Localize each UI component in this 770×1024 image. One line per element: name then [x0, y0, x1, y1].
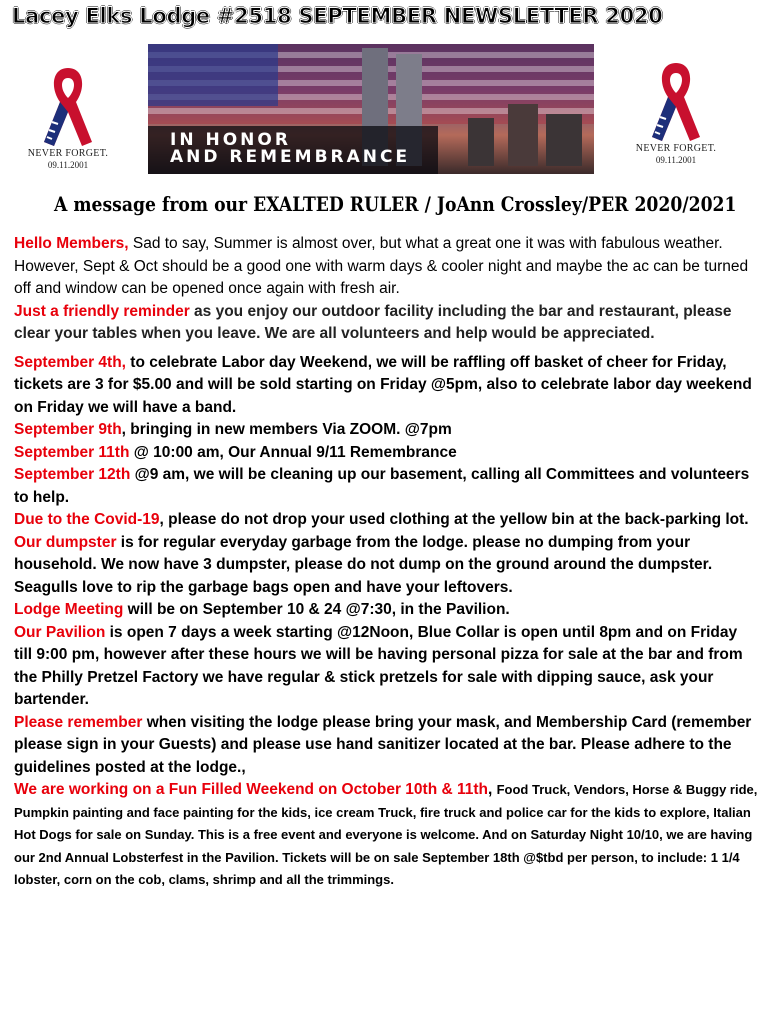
item-paragraph	[14, 532, 758, 600]
item-paragraph	[14, 509, 758, 532]
item-lead: Our dumpster	[14, 533, 117, 551]
item-paragraph	[14, 464, 758, 509]
reminder-text: as you enjoy our outdoor facility including the bar and restaurant, please clear your tables when you leave. We are all volunteers and help would be appreciated.	[14, 302, 732, 342]
newsletter-title: Lacey Elks Lodge #2518 SEPTEMBER NEWSLETTER 2020	[12, 4, 663, 28]
item-paragraph	[14, 622, 758, 712]
october-event-lead: We are working on a Fun Filled Weekend on October 10th & 11th	[14, 781, 488, 798]
banner-caption: IN HONOR AND REMEMBRANCE	[170, 130, 411, 167]
item-paragraph	[14, 712, 758, 780]
item-lead: Please remember	[14, 713, 143, 731]
item-lead: September 12th	[14, 466, 131, 483]
never-forget-caption: NEVER FORGET.	[635, 143, 717, 154]
item-text: will be on September 10 & 24 @7:30, in the Pavilion.	[123, 601, 510, 618]
item-text: is for regular everyday garbage from the lodge. please no dumping from your household. We now have 3 dumpster, please do not dump on the ground around the dumpster. Seagulls love to rip the garbage bags open and have your leftovers.	[14, 533, 713, 596]
awareness-ribbon-icon	[646, 57, 706, 143]
remembrance-banner	[148, 44, 594, 174]
item-lead: September 11th	[14, 443, 130, 461]
ribbon-emblem-left	[12, 62, 124, 180]
item-paragraph	[14, 442, 758, 465]
october-event-text: Food Truck, Vendors, Horse & Buggy ride, Pumpkin painting and face painting for the kids, ice cream Truck, fire truck and police car for the kids to explore, Italian Hot Dogs for sale on Sunday. This is a free event and everyone is welcome. And on Saturday Night 10/10, we are having our 2nd Annual Lobsterfest in the Pavilion. Tickets will be on sale September 18th @$tbd per person, to include: 1 1/4 lobster, corn on the cob, clams, shrimp and all the trimmings.	[14, 782, 758, 887]
item-paragraph	[14, 352, 758, 420]
item-lead: Our Pavilion	[14, 623, 106, 641]
item-text: , bringing in new members Via ZOOM. @7pm	[121, 421, 452, 438]
intro-text: Sad to say, Summer is almost over, but what a great one it was with fabulous weather. However, Sept & Oct should be a good one with warm days & cooler night and maybe the ac can be turned off and window can be opened once again with fresh air.	[14, 235, 749, 297]
awareness-ribbon-icon	[38, 62, 98, 148]
ribbon-date: 09.11.2001	[655, 155, 697, 165]
item-lead: September 4th,	[14, 353, 126, 371]
item-lead: Lodge Meeting	[14, 601, 124, 618]
intro-paragraph	[14, 233, 758, 301]
never-forget-caption: NEVER FORGET.	[27, 148, 109, 159]
intro-lead: Hello Members,	[14, 235, 129, 252]
reminder-paragraph	[14, 301, 758, 346]
item-text: @ 10:00 am, Our Annual 9/11 Remembrance	[129, 443, 457, 461]
item-lead: September 9th	[14, 421, 122, 438]
newsletter-body	[14, 233, 758, 892]
exalted-ruler-heading: A message from our EXALTED RULER / JoAnn Crossley/PER 2020/2021	[54, 192, 737, 216]
item-text: is open 7 days a week starting @12Noon, Blue Collar is open until 8pm and on Friday till 9:00 pm, however after these hours we will be having personal pizza for sale at the bar and from the Philly Pretzel Factory we have regular & stick pretzels for sale with dipping sauce, ask your bartender.	[14, 623, 743, 708]
october-event-paragraph: We are working on a Fun Filled Weekend on October 10th & 11th, Food Truck, Vendors, Horse & Buggy ride, Pumpkin painting and face painting for the kids, ice cream Truck, fire truck and police car for the kids to explore, Italian Hot Dogs for sale on Sunday. This is a free event and everyone is welcome. And on Saturday Night 10/10, we are having our 2nd Annual Lobsterfest in the Pavilion. Tickets will be on sale September 18th @$tbd per person, to include: 1 1/4 lobster, corn on the cob, clams, shrimp and all the trimmings.	[14, 781, 758, 887]
item-paragraph	[14, 599, 758, 622]
ribbon-emblem-right	[620, 57, 732, 175]
item-text: to celebrate Labor day Weekend, we will be raffling off basket of cheer for Friday, tickets are 3 for $5.00 and will be sold starting on Friday @5pm, also to celebrate labor day weekend on Friday we will have a band.	[14, 353, 752, 416]
reminder-lead: Just a friendly reminder	[14, 302, 190, 320]
item-paragraph	[14, 419, 758, 442]
ribbon-date: 09.11.2001	[47, 160, 89, 170]
item-text: , please do not drop your used clothing at the yellow bin at the back-parking lot.	[159, 511, 749, 528]
item-lead: Due to the Covid-19	[14, 511, 160, 528]
item-text: @9 am, we will be cleaning up our basement, calling all Committees and volunteers to help.	[14, 466, 750, 506]
item-text: when visiting the lodge please bring your mask, and Membership Card (remember please sign in your Guests) and please use hand sanitizer located at the bar. Please adhere to the guidelines posted at the lodge.,	[14, 713, 752, 776]
